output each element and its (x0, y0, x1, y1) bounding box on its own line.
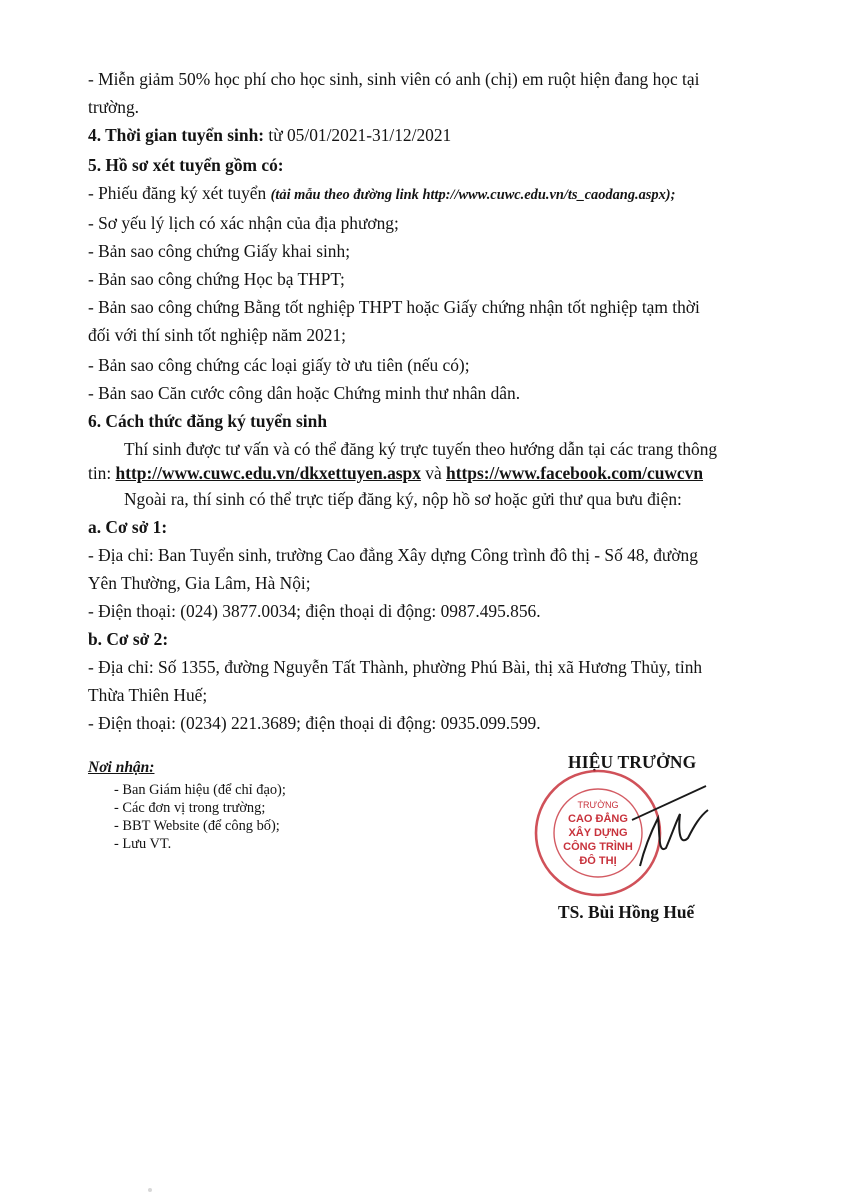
doc-item-priority: - Bản sao công chứng các loại giấy tờ ưu tiên (nếu có); (88, 355, 470, 375)
official-seal (520, 756, 710, 906)
admission-period-value: từ 05/01/2021-31/12/2021 (264, 125, 452, 145)
facebook-link[interactable]: https://www.facebook.com/cuwcvn (446, 463, 704, 483)
campus-2-phone: - Điện thoại: (0234) 221.3689; điện thoại di động: 0935.099.599. (88, 713, 541, 733)
recipient-item: - Ban Giám hiệu (để chỉ đạo); (114, 782, 286, 798)
seal-line-5: ĐÔ THỊ (579, 855, 617, 867)
fee-exemption-line: - Miễn giảm 50% học phí cho học sinh, sinh viên có anh (chị) em ruột hiện đang học tại (88, 69, 700, 89)
recipient-item: - BBT Website (để công bố); (114, 818, 280, 834)
fee-exemption-line-cont: trường. (88, 97, 139, 117)
registration-link[interactable]: http://www.cuwc.edu.vn/dkxettuyen.aspx (115, 463, 421, 483)
recipient-item: - Lưu VT. (114, 836, 172, 852)
doc-item-id-card: - Bản sao Căn cước công dân hoặc Chứng minh thư nhân dân. (88, 383, 521, 403)
application-form-link-note: (tải mẫu theo đường link http://www.cuwc.edu.vn/ts_caodang.aspx); (270, 187, 676, 203)
application-form-text: - Phiếu đăng ký xét tuyển (88, 183, 271, 203)
campus-2-heading: b. Cơ sở 2: (88, 629, 169, 649)
online-registration-text: Thí sinh được tư vấn và có thể đăng ký trực tuyến theo hướng dẫn tại các trang thông (124, 439, 718, 459)
campus-1-phone: - Điện thoại: (024) 3877.0034; điện thoại di động: 0987.495.856. (88, 601, 541, 621)
admission-period-label: 4. Thời gian tuyển sinh: (88, 125, 265, 145)
section-5-heading: 5. Hồ sơ xét tuyển gồm có: (88, 155, 284, 175)
scan-speck (148, 1188, 152, 1192)
admission-period (88, 124, 778, 146)
seal-line-4: CÔNG TRÌNH (563, 841, 633, 853)
campus-2-address-cont: Thừa Thiên Huế; (88, 685, 208, 705)
seal-line-2: CAO ĐẲNG (568, 813, 628, 825)
links-and: và (420, 463, 447, 483)
application-form-item (88, 182, 778, 206)
direct-registration-text: Ngoài ra, thí sinh có thể trực tiếp đăng ký, nộp hồ sơ hoặc gửi thư qua bưu điện: (124, 489, 682, 509)
doc-item-birth-cert: - Bản sao công chứng Giấy khai sinh; (88, 241, 351, 261)
doc-item-diploma: - Bản sao công chứng Bằng tốt nghiệp THPT hoặc Giấy chứng nhận tốt nghiệp tạm thời (88, 297, 700, 317)
recipients-title: Nơi nhận: (88, 759, 155, 776)
doc-item-transcript: - Bản sao công chứng Học bạ THPT; (88, 269, 345, 289)
campus-1-heading: a. Cơ sở 1: (88, 517, 168, 537)
seal-line-3: XÂY DỰNG (568, 827, 628, 839)
recipient-item: - Các đơn vị trong trường; (114, 800, 266, 816)
signatory-name: TS. Bùi Hồng Huế (558, 902, 695, 922)
links-prefix: tin: (88, 463, 116, 483)
seal-line-1: TRƯỜNG (577, 800, 619, 810)
signatory-title: HIỆU TRƯỞNG (568, 752, 697, 772)
doc-item-diploma-cont: đối với thí sinh tốt nghiệp năm 2021; (88, 325, 346, 345)
handwritten-signature (640, 810, 708, 866)
campus-2-address: - Địa chỉ: Số 1355, đường Nguyễn Tất Thành, phường Phú Bài, thị xã Hương Thủy, tỉnh (88, 657, 703, 677)
section-6-heading: 6. Cách thức đăng ký tuyển sinh (88, 411, 327, 431)
campus-1-address-cont: Yên Thường, Gia Lâm, Hà Nội; (88, 573, 311, 593)
online-registration-links (88, 462, 778, 484)
campus-1-address: - Địa chỉ: Ban Tuyển sinh, trường Cao đẳng Xây dựng Công trình đô thị - Số 48, đường (88, 545, 698, 565)
doc-item-cv: - Sơ yếu lý lịch có xác nhận của địa phương; (88, 213, 399, 233)
